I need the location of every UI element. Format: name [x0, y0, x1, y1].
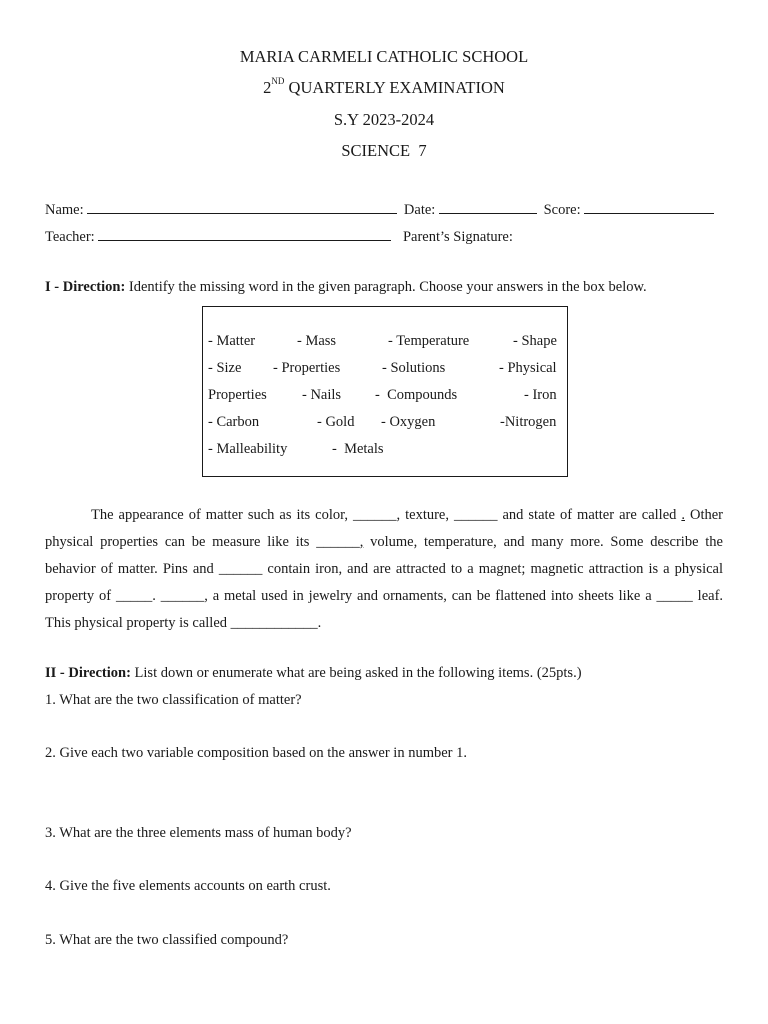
para-text: and state of matter are called	[497, 507, 682, 523]
answer-blank-6[interactable]: _____	[115, 588, 153, 604]
word-item: - Gold	[317, 414, 355, 430]
part2-direction	[45, 665, 582, 682]
question-1: 1. What are the two classification of matter?	[45, 692, 302, 708]
word-item: - Nails	[302, 387, 342, 403]
word-item: - Iron	[524, 387, 557, 403]
part2-text: List down or enumerate what are being asked in the following items. (25pts.)	[130, 665, 582, 681]
word-item: - Shape	[513, 333, 557, 349]
subject-title: SCIENCE 7	[341, 141, 427, 160]
teacher-label: Teacher:	[45, 229, 95, 245]
word-item: - Matter	[208, 333, 256, 349]
para-text: leaf. This physical property is called	[45, 588, 724, 631]
word-box	[202, 306, 568, 477]
para-text: Other physical properties can be measure like its	[45, 507, 724, 550]
word-item: - Carbon	[208, 414, 260, 430]
exam-ordinal: 2	[263, 78, 272, 97]
score-blank[interactable]	[584, 199, 714, 214]
teacher-blank[interactable]	[98, 226, 391, 241]
word-item: - Oxygen	[381, 414, 436, 430]
para-text: .	[152, 588, 161, 604]
word-item: - Physical	[499, 360, 557, 376]
word-item: -Nitrogen	[500, 414, 557, 430]
para-text: volume, temperature, and many more. Some describe the behavior of matter. Pins and	[45, 534, 723, 577]
name-blank[interactable]	[87, 199, 397, 214]
answer-blank-8[interactable]: _____	[656, 588, 693, 604]
word-item: Properties	[208, 387, 267, 403]
word-item: - Temperature	[388, 333, 470, 349]
word-item: - Solutions	[382, 360, 446, 376]
para-text: The appearance of matter such as its color,	[91, 507, 353, 523]
answer-blank-5[interactable]: ______	[218, 561, 263, 577]
word-item: - Properties	[273, 360, 341, 376]
exam-title	[0, 78, 768, 98]
school-name: MARIA CARMELI CATHOLIC SCHOOL	[239, 47, 529, 66]
part1-text: Identify the missing word in the given paragraph. Choose your answers in the box below.	[125, 279, 647, 295]
part1-label: I - Direction:	[45, 279, 126, 295]
para-text: , texture,	[396, 507, 454, 523]
school-year: S.Y 2023-2024	[333, 110, 435, 129]
answer-blank-3[interactable]: .	[681, 507, 685, 523]
part2-label: II - Direction:	[45, 665, 131, 681]
name-label: Name:	[45, 202, 84, 218]
question-2: 2. Give each two variable composition based on the answer in number 1.	[45, 745, 467, 761]
question-4: 4. Give the five elements accounts on earth crust.	[45, 878, 331, 894]
exam-title-text: QUARTERLY EXAMINATION	[288, 78, 505, 97]
para-text: , a metal used in jewelry and ornaments, can be flattened into sheets like a	[204, 588, 657, 604]
question-5: 5. What are the two classified compound?	[45, 932, 289, 948]
answer-blank-7[interactable]: ______	[160, 588, 205, 604]
word-item: - Mass	[297, 333, 337, 349]
date-blank[interactable]	[439, 199, 537, 214]
answer-blank-1[interactable]: ______	[352, 507, 397, 523]
part1-direction	[45, 279, 647, 296]
answer-blank-2[interactable]: ______	[453, 507, 498, 523]
answer-blank-4[interactable]: ______	[316, 534, 360, 550]
answer-blank-4-comma: ,	[359, 534, 364, 550]
teacher-row	[45, 226, 513, 246]
word-item: - Metals	[332, 441, 384, 457]
answer-blank-9[interactable]: ____________.	[230, 615, 322, 631]
question-3: 3. What are the three elements mass of human body?	[45, 825, 352, 841]
exam-ordinal-suffix: ND	[271, 76, 285, 86]
score-label: Score:	[543, 202, 581, 218]
fill-in-paragraph	[45, 502, 723, 637]
word-item: - Compounds	[375, 387, 458, 403]
word-item: - Size	[208, 360, 242, 376]
para-text: contain iron, and are attracted to a magnet; magnetic attraction is a physical property of	[45, 561, 723, 604]
parent-signature-label: Parent’s Signature:	[402, 229, 513, 245]
name-row	[45, 199, 714, 219]
date-label: Date:	[403, 202, 436, 218]
word-item: - Malleability	[208, 441, 288, 457]
